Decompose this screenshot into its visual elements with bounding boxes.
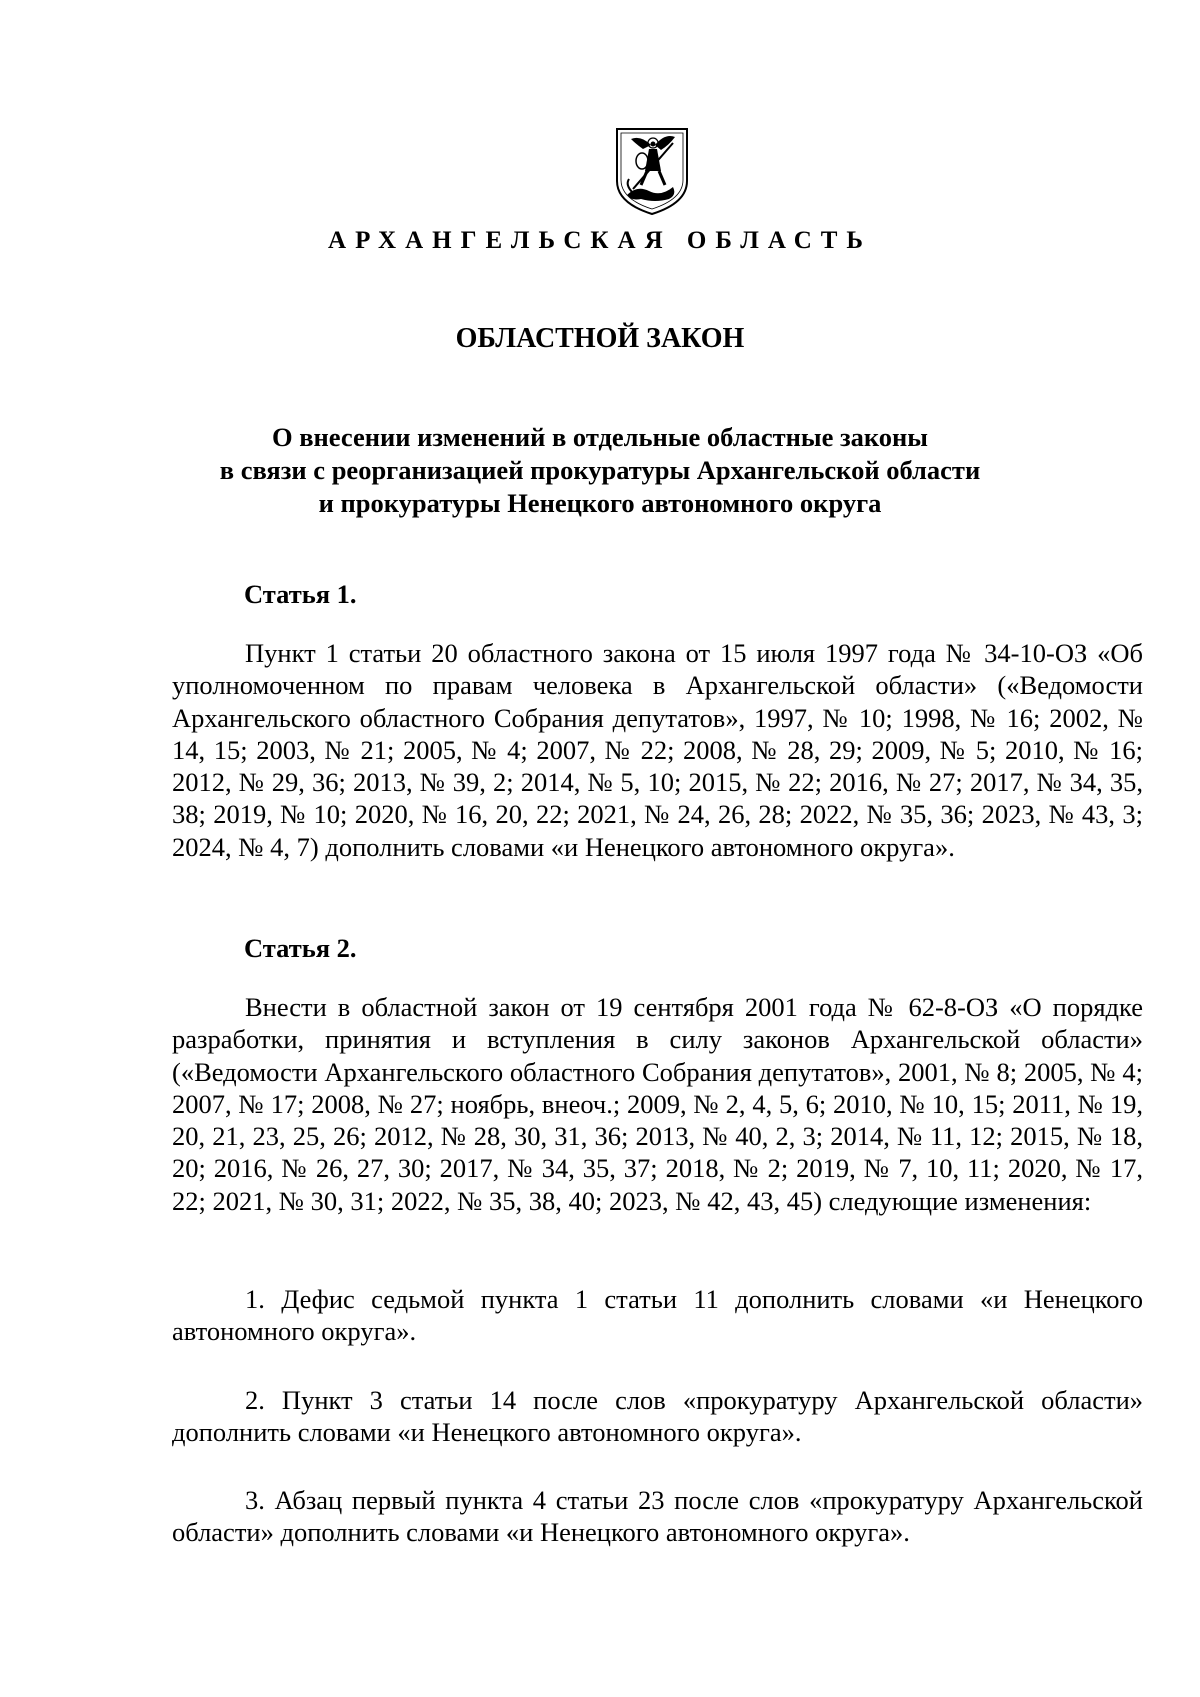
article-2-intro: Внести в областной закон от 19 сентября 2001 года № 62-8-ОЗ «О порядке разработки, принятия и вступления в силу законов Архангельской области» («Ведомости Архангельского областного Собрания депутатов», 2001, № 8; 2005, № 4; 2007, № 17; 2008, № 27; ноябрь, внеоч.; 2009, № 2, 4, 5, 6; 2010, № 10, 15; 2011, № 19, 20, 21, 23, 25, 26; 2012, № 28, 30, 31, 36; 2013, № 40, 2, 3; 2014, № 11, 12; 2015, № 18, 20; 2016, № 26, 27, 30; 2017, № 34, 35, 37; 2018, № 2; 2019, № 7, 10, 11; 2020, № 17, 22; 2021, № 30, 31; 2022, № 35, 38, 40; 2023, № 42, 43, 45) следующие изменения:: [172, 992, 1143, 1216]
article-1-text: Пункт 1 статьи 20 областного закона от 15 июля 1997 года № 34-10-ОЗ «Об уполномоченном по правам человека в Архангельской области» («Ведомости Архангельского областного Собрания депутатов», 1997, № 10; 1998, № 16; 2002, № 14, 15; 2003, № 21; 2005, № 4; 2007, № 22; 2008, № 28, 29; 2009, № 5; 2010, № 16; 2012, № 29, 36; 2013, № 39, 2; 2014, № 5, 10; 2015, № 22; 2016, № 27; 2017, № 34, 35, 38; 2019, № 10; 2020, № 16, 20, 22; 2021, № 24, 26, 28; 2022, № 35, 36; 2023, № 43, 3; 2024, № 4, 7) дополнить словами «и Ненецкого автономного округа».: [172, 638, 1143, 862]
document-title: [0, 421, 1200, 520]
region-name: АРХАНГЕЛЬСКАЯ ОБЛАСТЬ: [328, 227, 872, 254]
article-1-heading: Статья 1.: [244, 579, 357, 609]
document-type: ОБЛАСТНОЙ ЗАКОН: [455, 323, 745, 354]
title-line: и прокуратуры Ненецкого автономного округа: [318, 488, 882, 518]
article-2-item-1: 1. Дефис седьмой пункта 1 статьи 11 дополнить словами «и Ненецкого автономного округа».: [172, 1284, 1143, 1347]
coat-of-arms-icon: [611, 123, 693, 217]
article-2-heading: Статья 2.: [244, 933, 357, 963]
article-2-item-2: 2. Пункт 3 статьи 14 после слов «прокуратуру Архангельской области» дополнить словами «и Ненецкого автономного округа».: [172, 1385, 1143, 1448]
article-2-item-3: 3. Абзац первый пункта 4 статьи 23 после слов «прокуратуру Архангельской области» дополнить словами «и Ненецкого автономного округа».: [172, 1485, 1143, 1548]
title-line: в связи с реорганизацией прокуратуры Архангельской области: [219, 455, 981, 485]
title-line: О внесении изменений в отдельные областные законы: [271, 422, 928, 452]
